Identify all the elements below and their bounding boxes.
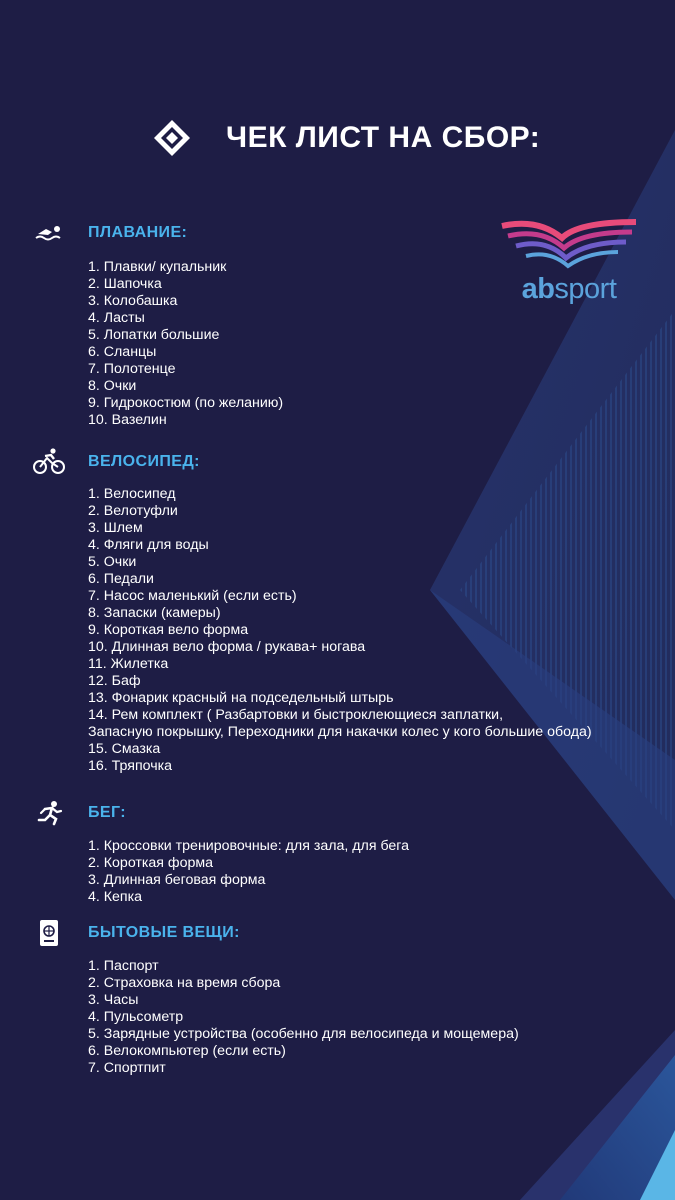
- household-list: [88, 958, 519, 1077]
- list-item: 4. Фляги для воды: [88, 537, 209, 553]
- list-item: 9. Короткая вело форма: [88, 622, 249, 638]
- cycling-list: [88, 486, 592, 775]
- list-item: 10. Вазелин: [88, 412, 167, 428]
- section-running-header: [32, 798, 126, 828]
- list-item: 7. Полотенце: [88, 361, 176, 377]
- section-household-header: [32, 918, 240, 948]
- list-item: 3. Часы: [88, 992, 139, 1008]
- list-item: 6. Сланцы: [88, 344, 157, 360]
- list-item-continuation: Запасную покрышку, Переходники для накачки колес у кого большие обода): [88, 724, 592, 740]
- section-swimming-header: [32, 218, 188, 248]
- list-item: 2. Страховка на время сбора: [88, 975, 281, 991]
- list-item: 3. Длинная беговая форма: [88, 872, 266, 888]
- header: [152, 118, 540, 158]
- list-item: 8. Запаски (камеры): [88, 605, 221, 621]
- list-item: 5. Очки: [88, 554, 137, 570]
- logo-wings-icon: [498, 216, 640, 270]
- list-item: 1. Кроссовки тренировочные: для зала, для бега: [88, 838, 410, 854]
- list-item: 3. Шлем: [88, 520, 143, 536]
- list-item: 9. Гидрокостюм (по желанию): [88, 395, 284, 411]
- list-item: 6. Педали: [88, 571, 154, 587]
- cyclist-icon: [32, 446, 66, 476]
- list-item: 1. Паспорт: [88, 958, 159, 974]
- list-item: 6. Велокомпьютер (если есть): [88, 1043, 286, 1059]
- list-item: 15. Смазка: [88, 741, 161, 757]
- list-item: 2. Короткая форма: [88, 855, 214, 871]
- list-item: 4. Пульсометр: [88, 1009, 184, 1025]
- section-title: ВЕЛОСИПЕД:: [88, 453, 200, 470]
- list-item: 8. Очки: [88, 378, 137, 394]
- absport-logo: [498, 216, 640, 306]
- list-item: 10. Длинная вело форма / рукава+ ногава: [88, 639, 366, 655]
- section-title: ПЛАВАНИЕ:: [88, 224, 188, 241]
- list-item: 1. Велосипед: [88, 486, 176, 502]
- diamond-icon: [152, 118, 192, 158]
- list-item: 12. Баф: [88, 673, 141, 689]
- page-title: ЧЕК ЛИСТ НА СБОР:: [226, 121, 541, 154]
- list-item: 4. Ласты: [88, 310, 145, 326]
- passport-icon: [32, 918, 66, 948]
- list-item: 5. Лопатки большие: [88, 327, 220, 343]
- list-item: 3. Колобашка: [88, 293, 178, 309]
- list-item: 16. Тряпочка: [88, 758, 173, 774]
- runner-icon: [32, 798, 66, 828]
- list-item: 7. Спортпит: [88, 1060, 166, 1076]
- list-item: 1. Плавки/ купальник: [88, 259, 227, 275]
- list-item: 7. Насос маленький (если есть): [88, 588, 297, 604]
- list-item: 13. Фонарик красный на подседельный штырь: [88, 690, 394, 706]
- swimmer-icon: [32, 218, 66, 248]
- logo-text: absport: [521, 273, 617, 305]
- list-item: 14. Рем комплект ( Разбартовки и быстроклеющиеся заплатки,: [88, 707, 504, 723]
- list-item: 4. Кепка: [88, 889, 143, 905]
- list-item: 2. Велотуфли: [88, 503, 178, 519]
- section-title: БЫТОВЫЕ ВЕЩИ:: [88, 924, 240, 941]
- running-list: [88, 838, 409, 906]
- section-cycling-header: [32, 446, 200, 476]
- list-item: 5. Зарядные устройства (особенно для велосипеда и мощемера): [88, 1026, 519, 1042]
- swimming-list: [88, 259, 283, 429]
- list-item: 11. Жилетка: [88, 656, 169, 672]
- section-title: БЕГ:: [88, 804, 126, 821]
- list-item: 2. Шапочка: [88, 276, 162, 292]
